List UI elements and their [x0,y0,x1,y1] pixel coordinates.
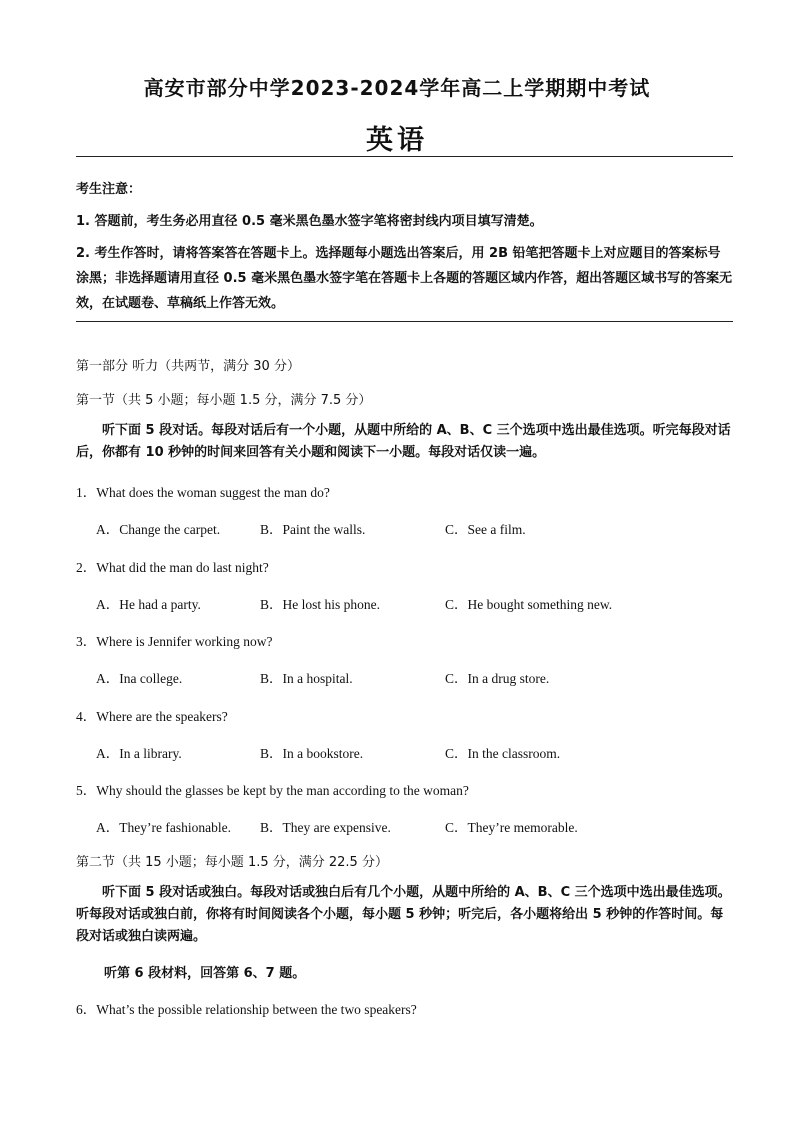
option-a: A．Ina college. [96,671,183,686]
option-b: B．He lost his phone. [260,597,380,612]
option-a: A．In a library. [96,746,182,761]
section2-instructions: 听下面 5 段对话或独白。每段对话或独白后有几个小题，从题中所给的 A、B、C 三个选项中选出最佳选项。听每段对话或独白前，你将有时间阅读各个小题，每小题 5 秒钟；听完后，各小题将给出 5 秒钟的作答时间。每段对话或独白读两遍。 [76,885,731,944]
subject-title: 英语 [366,125,428,156]
notice-heading: 考生注意： [76,182,142,197]
option-c: C．They’re memorable. [445,820,578,835]
top-divider [76,156,733,157]
section2-heading: 第二节（共 15 小题；每小题 1.5 分，满分 22.5 分） [76,855,388,870]
notice-item-1: 1. 答题前，考生务必用直径 0.5 毫米黑色墨水签字笔将密封线内项目填写清楚。 [76,214,543,229]
notice-divider [76,321,733,322]
option-c: C．He bought something new. [445,597,613,612]
section1-heading: 第一节（共 5 小题；每小题 1.5 分，满分 7.5 分） [76,393,372,408]
question-stem: 5．Why should the glasses be kept by the man according to the woman? [76,783,469,798]
notice-item-2: 2. 考生作答时，请将答案答在答题卡上。选择题每小题选出答案后，用 2B 铅笔把答题卡上对应题目的答案标号涂黑；非选择题请用直径 0.5 毫米黑色墨水签字笔在答题卡上各题的答题区域内作答，超出答题区域书写的答案无效，在试题卷、草稿纸上作答无效。 [76,246,733,311]
part1-heading: 第一部分 听力（共两节，满分 30 分） [76,359,300,374]
question-stem: 4．Where are the speakers? [76,709,228,724]
option-b: B．In a hospital. [260,671,353,686]
option-c: C．See a film. [445,522,526,537]
option-a: A．They’re fashionable. [96,820,231,835]
option-b: B．They are expensive. [260,820,391,835]
option-c: C．In a drug store. [445,671,550,686]
section1-instructions: 听下面 5 段对话。每段对话后有一个小题，从题中所给的 A、B、C 三个选项中选出最佳选项。听完每段对话后，你都有 10 秒钟的时间来回答有关小题和阅读下一小题。每段对话仅读一遍。 [76,423,731,460]
option-a: A．He had a party. [96,597,201,612]
question-stem: 6．What’s the possible relationship between the two speakers? [76,1002,417,1017]
option-c: C．In the classroom. [445,746,561,761]
option-a: A．Change the carpet. [96,522,221,537]
question-stem: 1．What does the woman suggest the man do? [76,485,330,500]
question-stem: 2．What did the man do last night? [76,560,269,575]
option-b: B．In a bookstore. [260,746,364,761]
listen-note: 听第 6 段材料，回答第 6、7 题。 [104,966,306,981]
question-stem: 3．Where is Jennifer working now? [76,634,273,649]
exam-title: 高安市部分中学2023-2024学年高二上学期期中考试 [143,76,651,100]
option-b: B．Paint the walls. [260,522,366,537]
